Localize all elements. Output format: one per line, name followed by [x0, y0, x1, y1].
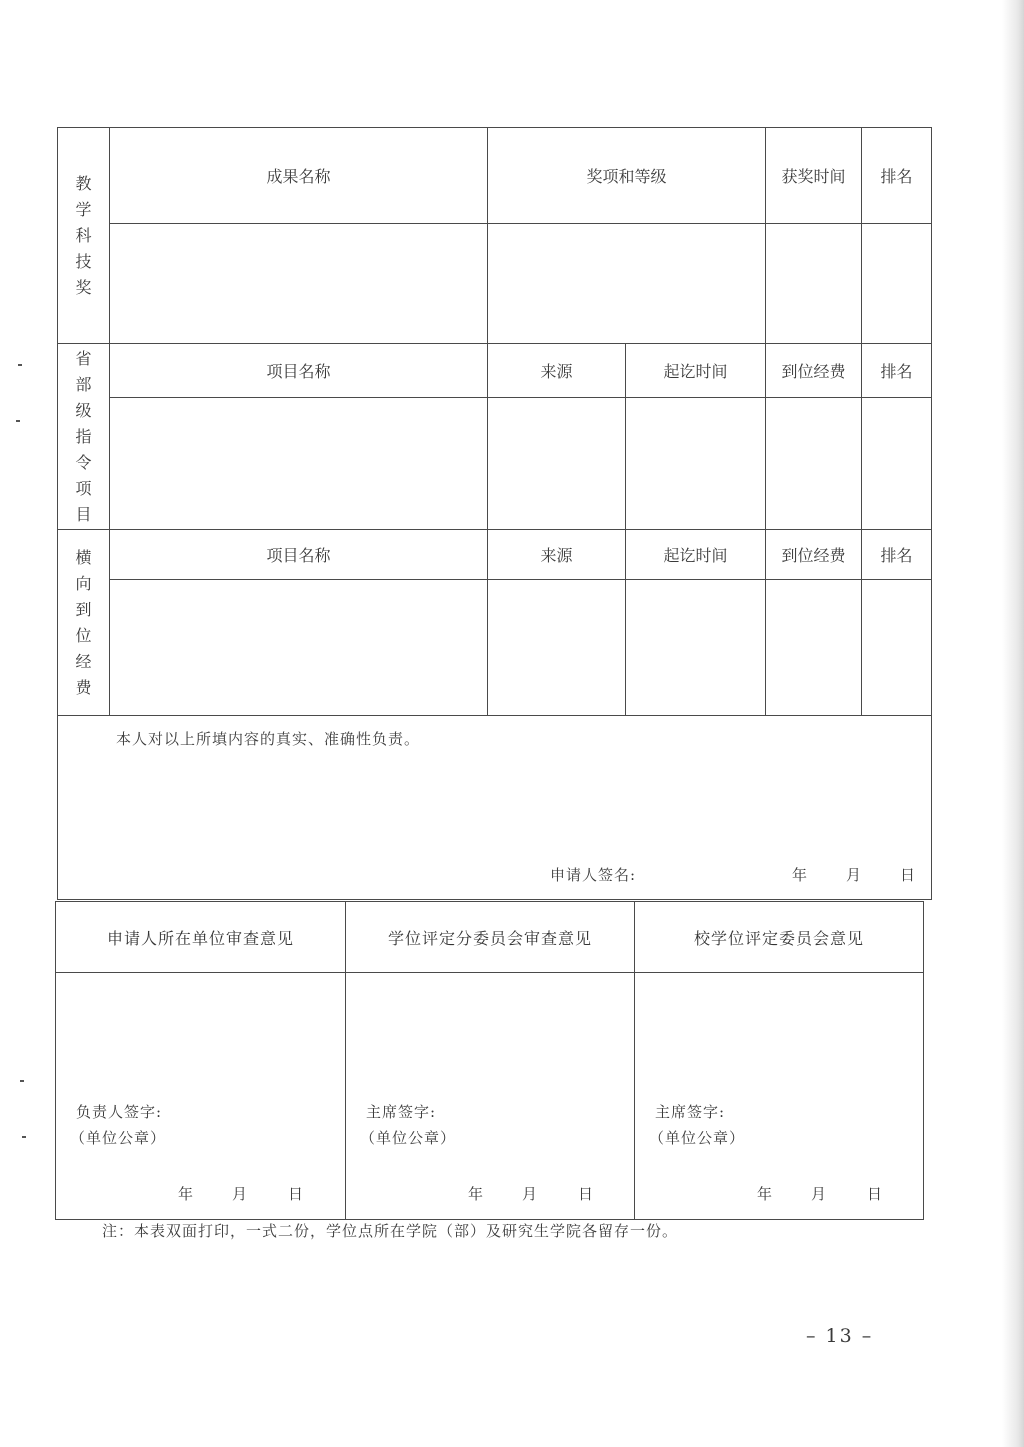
- horizontal-funding-cell[interactable]: [766, 580, 862, 716]
- date-year-label: 年: [792, 866, 808, 884]
- provincial-header-funding: 到位经费: [766, 344, 862, 398]
- provincial-header-source: 来源: [488, 344, 626, 398]
- label-char: 令: [75, 452, 92, 472]
- provincial-header-name: 项目名称: [110, 344, 488, 398]
- awards-name-cell[interactable]: [110, 224, 488, 344]
- date-day-label: 日: [288, 1185, 304, 1203]
- provincial-section-label: [58, 344, 110, 530]
- label-char: 技: [75, 251, 92, 271]
- label-char: 目: [75, 504, 92, 524]
- awards-section-label: [58, 128, 110, 344]
- date-month-label: 月: [811, 1185, 827, 1203]
- date-month-label: 月: [846, 866, 862, 884]
- scan-mark: [18, 364, 22, 366]
- label-char: 到: [75, 599, 92, 619]
- horizontal-rank-cell[interactable]: [862, 580, 932, 716]
- label-char: 省: [75, 348, 92, 368]
- horizontal-header-rank: 排名: [862, 530, 932, 580]
- horizontal-header-period: 起讫时间: [626, 530, 766, 580]
- subcommittee-review-header: 学位评定分委员会审查意见: [346, 902, 635, 973]
- awards-header-rank: 排名: [862, 128, 932, 224]
- label-char: 横: [75, 547, 92, 567]
- provincial-name-cell[interactable]: [110, 398, 488, 530]
- label-char: 科: [75, 225, 92, 245]
- provincial-header-period: 起讫时间: [626, 344, 766, 398]
- label-char: 学: [75, 199, 92, 219]
- date-month-label: 月: [522, 1185, 538, 1203]
- date-day-label: 日: [867, 1185, 883, 1203]
- page-edge-shadow: [1002, 0, 1024, 1447]
- provincial-source-cell[interactable]: [488, 398, 626, 530]
- unit-review-cell[interactable]: [56, 973, 346, 1220]
- horizontal-header-funding: 到位经费: [766, 530, 862, 580]
- horizontal-source-cell[interactable]: [488, 580, 626, 716]
- date-year-label: 年: [178, 1185, 194, 1203]
- horizontal-header-name: 项目名称: [110, 530, 488, 580]
- horizontal-section-label: [58, 530, 110, 716]
- page-number: – 13 –: [806, 1325, 874, 1347]
- provincial-funding-cell[interactable]: [766, 398, 862, 530]
- label-char: 奖: [75, 277, 92, 297]
- chair-signature-label: 主席签字:: [366, 1103, 437, 1121]
- label-char: 级: [75, 400, 92, 420]
- date-month-label: 月: [232, 1185, 248, 1203]
- provincial-period-cell[interactable]: [626, 398, 766, 530]
- provincial-rank-cell[interactable]: [862, 398, 932, 530]
- awards-level-cell[interactable]: [488, 224, 766, 344]
- scan-mark: [20, 1080, 24, 1082]
- horizontal-period-cell[interactable]: [626, 580, 766, 716]
- horizontal-name-cell[interactable]: [110, 580, 488, 716]
- school-seal-label: （单位公章）: [649, 1129, 746, 1147]
- awards-header-time: 获奖时间: [766, 128, 862, 224]
- date-day-label: 日: [578, 1185, 594, 1203]
- awards-header-level: 奖项和等级: [488, 128, 766, 224]
- date-year-label: 年: [468, 1185, 484, 1203]
- footnote: 注：本表双面打印，一式二份，学位点所在学院（部）及研究生学院各留存一份。: [102, 1222, 679, 1240]
- sub-seal-label: （单位公章）: [360, 1129, 457, 1147]
- label-char: 部: [75, 374, 92, 394]
- date-day-label: 日: [900, 866, 916, 884]
- horizontal-header-source: 来源: [488, 530, 626, 580]
- awards-rank-cell[interactable]: [862, 224, 932, 344]
- achievement-form-table: [57, 127, 932, 900]
- awards-time-cell[interactable]: [766, 224, 862, 344]
- scan-mark: [16, 420, 20, 422]
- unit-seal-label: （单位公章）: [70, 1129, 167, 1147]
- scan-mark: [22, 1136, 26, 1138]
- declaration-text: 本人对以上所填内容的真实、准确性负责。: [116, 730, 421, 748]
- unit-signature-label: 负责人签字:: [76, 1103, 163, 1121]
- subcommittee-review-cell[interactable]: [346, 973, 635, 1220]
- review-opinions-table: [55, 901, 924, 1220]
- awards-header-name: 成果名称: [110, 128, 488, 224]
- date-year-label: 年: [757, 1185, 773, 1203]
- chair-signature-label: 主席签字:: [655, 1103, 726, 1121]
- label-char: 向: [75, 573, 92, 593]
- unit-review-header: 申请人所在单位审查意见: [56, 902, 346, 973]
- label-char: 经: [75, 651, 92, 671]
- label-char: 项: [75, 478, 92, 498]
- label-char: 费: [75, 677, 92, 697]
- label-char: 教: [75, 173, 92, 193]
- provincial-header-rank: 排名: [862, 344, 932, 398]
- label-char: 位: [75, 625, 92, 645]
- label-char: 指: [75, 426, 92, 446]
- declaration-cell[interactable]: [58, 716, 932, 900]
- applicant-signature-label: 申请人签名:: [550, 866, 637, 884]
- school-committee-header: 校学位评定委员会意见: [635, 902, 924, 973]
- school-committee-cell[interactable]: [635, 973, 924, 1220]
